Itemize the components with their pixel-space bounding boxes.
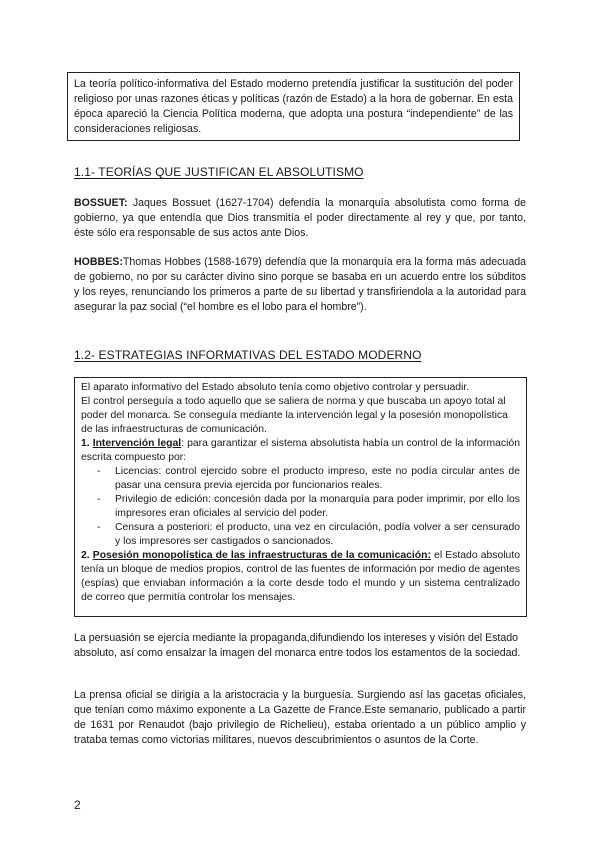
bossuet-text: Jaques Bossuet (1627-1704) defendía la monarquía absolutista como forma de gobierno, ya que entendía que Dios transmitía el poder directamente al rey y que, por tanto, éste sólo era responsable de sus actos ante Dios. xyxy=(74,197,526,239)
hobbes-text: Thomas Hobbes (1588-1679) defendía que la monarquía era la forma más adecuada de gobierno, no por su carácter divino sino porque se basaba en un acuerdo entre los súbditos y los reyes, renunciando los primeros a parte de su libertad y transfiriendola a la autoridad para asegurar la paz social (“el hombre es el lobo para el hombre”). xyxy=(74,256,526,313)
paragraph-bossuet xyxy=(74,196,526,241)
paragraph-official-press: La prensa oficial se dirigía a la aristocracia y la burguesía. Surgiendo así las gacetas oficiales, que tenían como máximo exponente a La Gazette de France.Este semanario, publicado a partir de 1631 por Renaudot (bajo privilegio de Richelieu), estaba orientado a un público amplio y trataba temas como victorias militares, nuevos descubrimientos o asuntos de la Corte. xyxy=(74,689,526,746)
paragraph-persuasion: La persuasión se ejercía mediante la propaganda,difundiendo los intereses y visión del Estado absoluto, así como ensalzar la imagen del monarca entre todos los estamentos de la sociedad. xyxy=(74,632,521,659)
page-number: 2 xyxy=(74,798,81,812)
list-item: - Licencias: control ejercido sobre el producto impreso, este no podía circular antes de pasar una censura previa ejercida por funcionarios reales. xyxy=(93,465,520,493)
box-control-text: El control perseguía a todo aquello que se saliera de norma y que buscaba un apoyo total al poder del monarca. Se conseguía mediante la intervención legal y la posesión monopolística de las infraestructuras de comunicación. xyxy=(81,396,508,435)
item1-number: 1. xyxy=(81,438,90,449)
legal-controls-list xyxy=(81,465,520,549)
list-item: - Privilegio de edición: concesión dada por la monarquía para poder imprimir, por ello los impresores eran oficiales al servicio del poder. xyxy=(93,493,520,521)
item2-text: el Estado absoluto tenía un bloque de medios propios, control de las fuentes de información por medio de agentes (espías) que enviaban información a la corte desde todo el mundo y un sistema centralizado de correo que permitía controlar los mensajes. xyxy=(81,550,520,603)
list-item: - Censura a posteriori: el producto, una vez en circulación, podía volver a ser censurado y los impresores ser castigados o sancionados. xyxy=(93,521,520,549)
box-intro-text: El aparato informativo del Estado absoluto tenía como objetivo controlar y persuadir. xyxy=(81,382,470,393)
section-heading-strategies: 1.2- ESTRATEGIAS INFORMATIVAS DEL ESTADO MODERNO xyxy=(74,348,422,362)
item2-number: 2. xyxy=(81,550,90,561)
section-heading-absolutism: 1.1- TEORÍAS QUE JUSTIFICAN EL ABSOLUTISMO xyxy=(74,165,364,179)
item1-text: : para garantizar el sistema absolutista había un control de la información escrita compuesto por: xyxy=(81,438,520,463)
item1-title: Intervención legal xyxy=(92,438,182,449)
bossuet-label: BOSSUET: xyxy=(74,197,128,209)
item2-title: Posesión monopolística de las infraestructuras de la comunicación: xyxy=(92,550,431,561)
intro-text: La teoría político-informativa del Estado moderno pretendía justificar la sustitución del poder religioso por unas razones éticas y políticas (razón de Estado) a la hora de gobernar. En esta época apareció la Ciencia Política moderna, que adopta una postura “independiente” de las consideraciones religiosas. xyxy=(74,78,513,135)
item-monopoly xyxy=(81,549,520,605)
paragraph-hobbes xyxy=(74,255,526,315)
item-legal-intervention xyxy=(81,437,520,465)
hobbes-label: HOBBES: xyxy=(74,256,123,268)
intro-box xyxy=(67,72,520,141)
strategies-box xyxy=(74,377,527,617)
